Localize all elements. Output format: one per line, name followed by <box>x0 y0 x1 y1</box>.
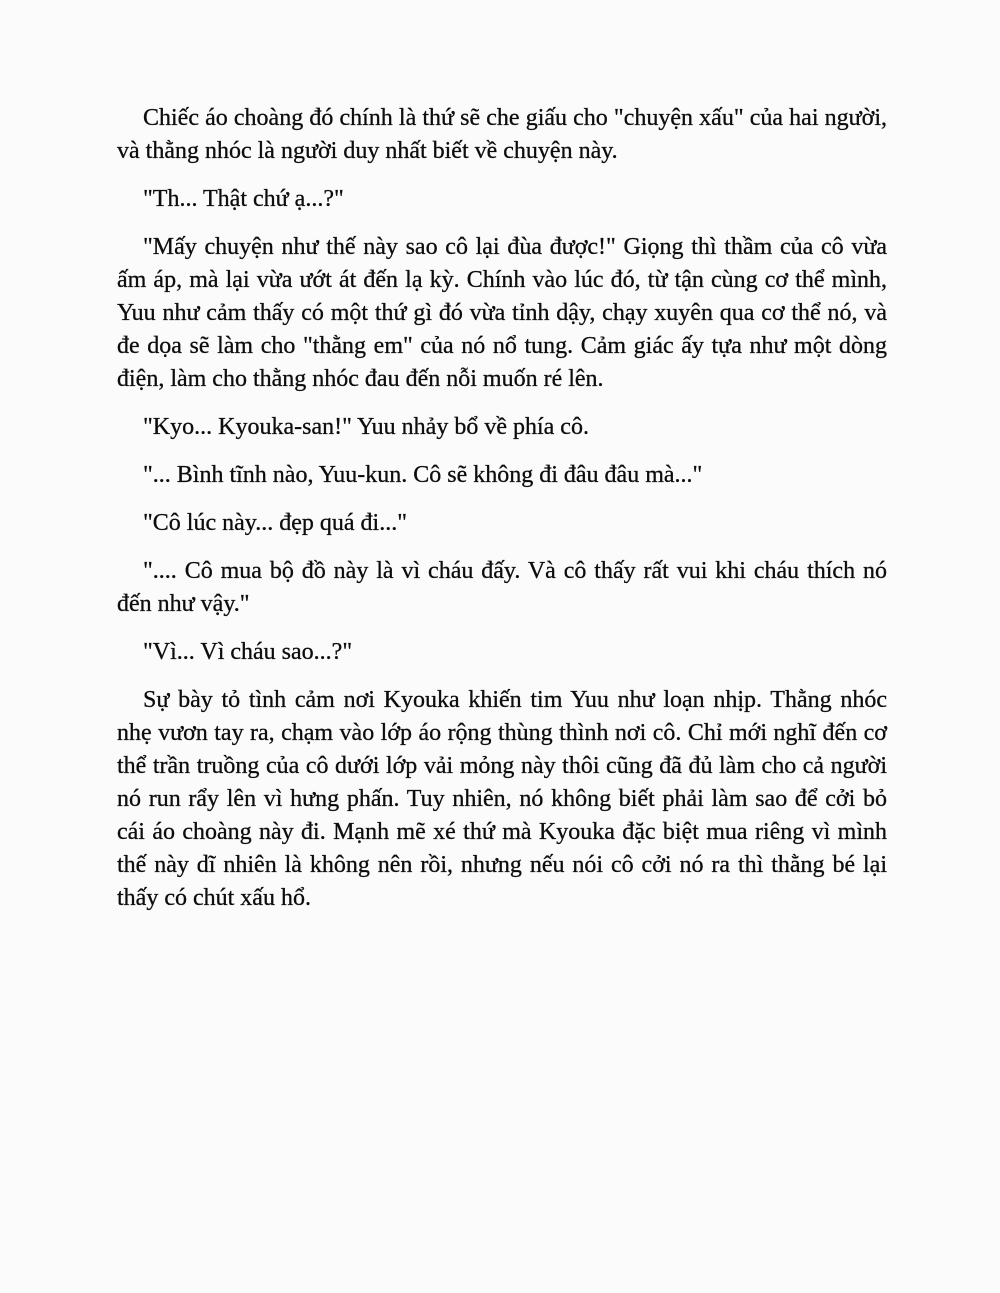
paragraph: Sự bày tỏ tình cảm nơi Kyouka khiến tim Yuu như loạn nhịp. Thằng nhóc nhẹ vươn tay ra, chạm vào lớp áo rộng thùng thình nơi cô. Chỉ mới nghĩ đến cơ thể trần truồng của cô dưới lớp vải mỏng này thôi cũng đã đủ làm cho cả người nó run rẩy lên vì hưng phấn. Tuy nhiên, nó không biết phải làm sao để cởi bỏ cái áo choàng này đi. Mạnh mẽ xé thứ mà Kyouka đặc biệt mua riêng vì mình thế này dĩ nhiên là không nên rồi, nhưng nếu nói cô cởi nó ra thì thằng bé lại thấy có chút xấu hổ. <box>117 687 887 911</box>
text-block <box>117 102 887 915</box>
paragraph: ".... Cô mua bộ đồ này là vì cháu đấy. Và cô thấy rất vui khi cháu thích nó đến như vậy." <box>117 558 887 617</box>
paragraph: "... Bình tĩnh nào, Yuu-kun. Cô sẽ không đi đâu đâu mà..." <box>143 462 703 488</box>
paragraph: "Vì... Vì cháu sao...?" <box>143 639 353 665</box>
paragraph: "Cô lúc này... đẹp quá đi..." <box>143 510 407 536</box>
paragraph: "Mấy chuyện như thế này sao cô lại đùa được!" Giọng thì thầm của cô vừa ấm áp, mà lại vừa ướt át đến lạ kỳ. Chính vào lúc đó, từ tận cùng cơ thể mình, Yuu như cảm thấy có một thứ gì đó vừa tỉnh dậy, chạy xuyên qua cơ thể nó, và đe dọa sẽ làm cho "thằng em" của nó nổ tung. Cảm giác ấy tựa như một dòng điện, làm cho thằng nhóc đau đến nỗi muốn ré lên. <box>117 234 887 392</box>
paragraph: "Th... Thật chứ ạ...?" <box>143 186 344 212</box>
paragraph: "Kyo... Kyouka-san!" Yuu nhảy bổ về phía cô. <box>143 414 589 440</box>
paragraph: Chiếc áo choàng đó chính là thứ sẽ che giấu cho "chuyện xấu" của hai người, và thằng nhóc là người duy nhất biết về chuyện này. <box>117 105 887 164</box>
